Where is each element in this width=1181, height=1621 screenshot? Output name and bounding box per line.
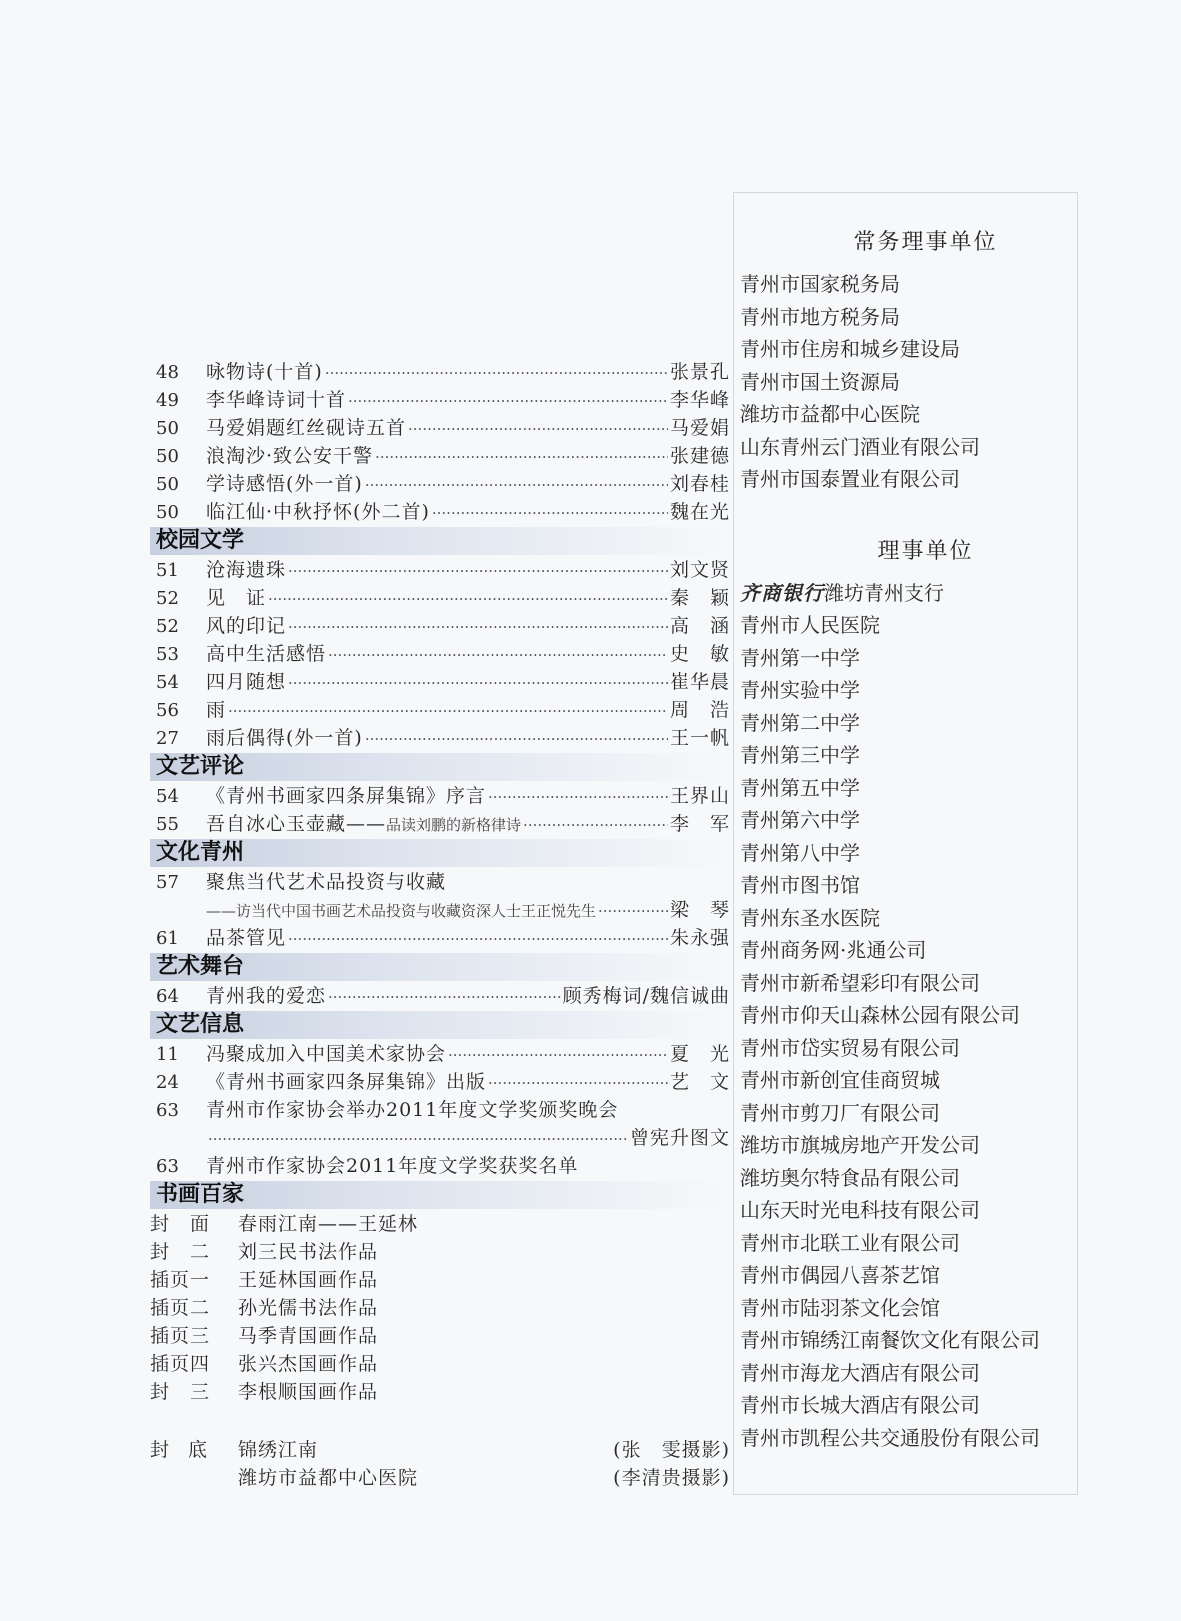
toc-top-list xyxy=(150,358,730,526)
page-number: 53 xyxy=(156,644,179,665)
artwork-title: 张兴杰国画作品 xyxy=(238,1353,379,1375)
entry-author: 李 军 xyxy=(669,813,730,835)
directors-heading: 理事单位 xyxy=(877,538,974,564)
toc-entry[interactable] xyxy=(150,724,730,752)
section-heading-art: 书画百家 xyxy=(150,1181,730,1209)
bank-logo: 齐商银行 xyxy=(740,580,824,605)
entry-title: 雨后偶得(外一首) xyxy=(206,727,363,749)
entry-subtitle: 品读刘鹏的新格律诗 xyxy=(386,816,522,834)
leader-dots xyxy=(488,1069,668,1097)
artwork-title: 春雨江南——王延林 xyxy=(238,1213,419,1235)
sponsor-item: 青州市住房和城乡建设局 xyxy=(740,337,960,361)
artwork-position: 封 三 xyxy=(150,1381,211,1403)
page-number: 63 xyxy=(156,1100,179,1121)
leader-dots xyxy=(288,557,668,585)
toc-entry[interactable] xyxy=(150,1040,730,1068)
entry-author: 王一帆 xyxy=(669,727,730,749)
sponsor-item: 青州市仰天山森林公园有限公司 xyxy=(740,1003,1020,1027)
toc-entry[interactable] xyxy=(150,386,730,414)
artwork-title: 马季青国画作品 xyxy=(238,1325,379,1347)
page-number: 51 xyxy=(156,560,179,581)
toc-entry[interactable] xyxy=(150,982,730,1010)
toc-entry-subtitle-line xyxy=(150,896,730,924)
leader-dots xyxy=(365,471,668,499)
sponsor-item: 青州市岱实贸易有限公司 xyxy=(740,1035,960,1060)
toc-entry[interactable] xyxy=(150,414,730,442)
entry-author: 刘文贤 xyxy=(669,559,730,581)
page-number: 24 xyxy=(156,1072,179,1093)
toc-entry[interactable] xyxy=(150,1068,730,1096)
entry-author: 史 敏 xyxy=(669,643,730,665)
leader-dots xyxy=(348,387,668,415)
entry-title: 学诗感悟(外一首) xyxy=(206,473,363,495)
entry-author: 艺 文 xyxy=(669,1071,730,1093)
toc-entry[interactable] xyxy=(150,470,730,498)
page-number: 49 xyxy=(156,390,179,411)
sponsor-item: 潍坊奥尔特食品有限公司 xyxy=(740,1165,960,1190)
photo-credit: (李清贵摄影) xyxy=(613,1467,730,1489)
back-cover-credits xyxy=(150,1436,730,1492)
standing-directors-heading: 常务理事单位 xyxy=(853,230,998,255)
sponsor-item: 青州市人民医院 xyxy=(740,613,880,637)
page-number: 61 xyxy=(156,928,179,949)
artwork-entry[interactable] xyxy=(150,1350,730,1378)
section-heading-criticism: 文艺评论 xyxy=(150,753,730,781)
entry-title: 沧海遗珠 xyxy=(206,559,287,581)
sponsor-item: 青州第六中学 xyxy=(740,808,860,832)
leader-dots xyxy=(488,783,668,811)
artwork-title: 王延林国画作品 xyxy=(238,1269,379,1291)
sponsor-item: 青州商务网·兆通公司 xyxy=(740,938,927,962)
sponsor-item: 山东天时光电科技有限公司 xyxy=(740,1198,980,1222)
page-number: 52 xyxy=(156,616,179,637)
entry-author: 李华峰 xyxy=(669,389,730,411)
sponsor-item: 青州市国家税务局 xyxy=(740,272,900,296)
leader-dots xyxy=(523,811,668,839)
page-number: 50 xyxy=(156,474,179,495)
entry-author: 马爱娟 xyxy=(669,417,730,439)
leader-dots xyxy=(288,613,668,641)
page-number: 63 xyxy=(156,1156,179,1177)
artwork-entry[interactable] xyxy=(150,1322,730,1350)
entry-title: 浪淘沙·致公安干警 xyxy=(206,445,374,467)
entry-title: 品茶管见 xyxy=(206,927,287,949)
artwork-title: 刘三民书法作品 xyxy=(238,1241,379,1263)
leader-dots xyxy=(208,1125,628,1153)
sponsor-item: 青州第五中学 xyxy=(740,775,860,800)
entry-title: 风的印记 xyxy=(206,615,287,637)
sponsor-item: 青州第八中学 xyxy=(740,840,860,865)
entry-title: 咏物诗(十首) xyxy=(206,361,323,383)
sponsor-item: 青州市图书馆 xyxy=(740,873,860,897)
toc-entry[interactable] xyxy=(150,668,730,696)
entry-title: 冯聚成加入中国美术家协会 xyxy=(206,1043,447,1065)
entry-author: 魏在光 xyxy=(669,501,730,523)
leader-dots xyxy=(268,585,668,613)
toc-entry[interactable] xyxy=(150,556,730,584)
page-number: 54 xyxy=(156,786,179,807)
entry-author: 顾秀梅词/魏信诚曲 xyxy=(562,985,730,1007)
page-number: 52 xyxy=(156,588,179,609)
entry-title: 李华峰诗词十首 xyxy=(206,389,347,411)
entry-author: 刘春桂 xyxy=(669,473,730,495)
bank-branch: 潍坊青州支行 xyxy=(824,580,944,605)
toc-entry[interactable] xyxy=(150,1096,730,1124)
leader-dots xyxy=(288,925,668,953)
section-heading-info: 文艺信息 xyxy=(150,1011,730,1039)
artwork-position: 封 面 xyxy=(150,1213,211,1235)
artwork-entry[interactable] xyxy=(150,1294,730,1322)
entry-author: 张建德 xyxy=(669,445,730,467)
entry-title: 青州我的爱恋 xyxy=(206,985,327,1007)
sponsor-item: 潍坊市益都中心医院 xyxy=(740,402,920,426)
leader-dots xyxy=(288,669,668,697)
section-heading-campus: 校园文学 xyxy=(150,527,730,555)
sponsor-item: 青州东圣水医院 xyxy=(740,905,880,930)
sponsor-item: 青州市国泰置业有限公司 xyxy=(740,467,960,491)
toc-entry[interactable] xyxy=(150,696,730,724)
sponsor-item: 青州第三中学 xyxy=(740,743,860,767)
leader-dots xyxy=(375,443,668,471)
sponsor-item: 青州第二中学 xyxy=(740,710,860,735)
photo-credit: (张 雯摄影) xyxy=(613,1439,730,1461)
artwork-position: 插页四 xyxy=(150,1353,211,1375)
page-number: 57 xyxy=(156,872,179,893)
sponsor-item: 青州市凯程公共交通股份有限公司 xyxy=(740,1425,1040,1450)
leader-dots xyxy=(328,641,668,669)
entry-author: 夏 光 xyxy=(669,1043,730,1065)
sponsor-item: 青州市北联工业有限公司 xyxy=(740,1230,960,1255)
entry-author: 王界山 xyxy=(669,785,730,807)
entry-title: 吾自冰心玉壶藏—— xyxy=(206,813,387,835)
back-cover-entry[interactable] xyxy=(150,1464,730,1492)
entry-author: 高 涵 xyxy=(669,615,730,637)
toc-entry[interactable] xyxy=(150,358,730,386)
entry-title: 高中生活感悟 xyxy=(206,643,327,665)
page-number: 50 xyxy=(156,502,179,523)
entry-subtitle: ——访当代中国书画艺术品投资与收藏资深人士王正悦先生 xyxy=(206,902,597,920)
artwork-position-blank xyxy=(150,1464,238,1492)
entry-title: 青州市作家协会举办2011年度文学奖颁奖晚会 xyxy=(206,1099,619,1121)
artwork-entry[interactable] xyxy=(150,1266,730,1294)
toc-entry[interactable] xyxy=(150,782,730,810)
leader-dots xyxy=(408,415,668,443)
entry-title: 《青州书画家四条屏集锦》出版 xyxy=(206,1071,487,1093)
artwork-position: 封 二 xyxy=(150,1241,211,1263)
toc-entry[interactable] xyxy=(150,584,730,612)
artwork-title: 潍坊市益都中心医院 xyxy=(238,1467,419,1489)
entry-author: 张景孔 xyxy=(669,361,730,383)
page-number: 50 xyxy=(156,418,179,439)
page-number: 55 xyxy=(156,814,179,835)
artwork-position: 封 底 xyxy=(150,1439,208,1461)
artwork-entry[interactable] xyxy=(150,1378,730,1406)
leader-dots xyxy=(325,359,668,387)
toc-entry[interactable] xyxy=(150,924,730,952)
leader-dots xyxy=(432,499,668,527)
sponsor-item-bank xyxy=(734,577,1077,610)
toc-entry[interactable] xyxy=(150,612,730,640)
sponsor-item: 青州市锦绣江南餐饮文化有限公司 xyxy=(740,1328,1040,1352)
entry-author: 周 浩 xyxy=(669,699,730,721)
back-cover-entry[interactable] xyxy=(150,1436,730,1464)
page-number: 50 xyxy=(156,446,179,467)
entry-author: 崔华晨 xyxy=(669,671,730,693)
toc-entry[interactable] xyxy=(150,868,730,896)
sponsor-item: 潍坊市旗城房地产开发公司 xyxy=(740,1133,980,1157)
page-number: 56 xyxy=(156,700,179,721)
artwork-position: 插页一 xyxy=(150,1269,211,1291)
directors-list xyxy=(734,577,1077,1455)
entry-title: 马爱娟题红丝砚诗五首 xyxy=(206,417,407,439)
entry-title: 青州市作家协会2011年度文学奖获奖名单 xyxy=(206,1155,579,1177)
leader-dots xyxy=(365,725,668,753)
leader-dots xyxy=(598,897,668,925)
entry-title: 聚焦当代艺术品投资与收藏 xyxy=(206,871,447,893)
sponsor-item: 青州市地方税务局 xyxy=(740,304,900,329)
page-number: 54 xyxy=(156,672,179,693)
sponsor-item: 青州市剪刀厂有限公司 xyxy=(740,1100,940,1125)
sponsor-item: 青州市偶园八喜茶艺馆 xyxy=(740,1263,940,1287)
artwork-title: 李根顺国画作品 xyxy=(238,1381,379,1403)
section-heading-culture: 文化青州 xyxy=(150,839,730,867)
sponsor-item: 青州市国土资源局 xyxy=(740,369,900,394)
sponsor-item: 青州市长城大酒店有限公司 xyxy=(740,1393,980,1417)
entry-author: 曾宪升图文 xyxy=(629,1127,730,1149)
artwork-title: 锦绣江南 xyxy=(238,1439,319,1461)
sponsor-sidebar xyxy=(733,192,1078,1495)
artwork-entry[interactable] xyxy=(150,1210,730,1238)
leader-dots xyxy=(228,697,668,725)
sponsor-item: 山东青州云门酒业有限公司 xyxy=(740,434,980,459)
entry-title: 临江仙·中秋抒怀(外二首) xyxy=(206,501,430,523)
sponsor-item: 青州市新希望彩印有限公司 xyxy=(740,970,980,995)
toc-entry[interactable] xyxy=(150,442,730,470)
page-number: 11 xyxy=(156,1044,179,1065)
page-number: 64 xyxy=(156,986,179,1007)
entry-title: 见 证 xyxy=(206,587,267,609)
entry-title: 雨 xyxy=(206,699,227,721)
leader-dots xyxy=(448,1041,668,1069)
toc-entry-author-line xyxy=(150,1124,730,1152)
sponsor-item: 青州实验中学 xyxy=(740,678,860,702)
section-heading-stage: 艺术舞台 xyxy=(150,953,730,981)
toc-entry[interactable] xyxy=(150,640,730,668)
page-number: 48 xyxy=(156,362,179,383)
leader-dots xyxy=(328,983,561,1011)
entry-author: 朱永强 xyxy=(669,927,730,949)
artwork-entry[interactable] xyxy=(150,1238,730,1266)
standing-directors-list xyxy=(734,268,1077,496)
sponsor-item: 青州市海龙大酒店有限公司 xyxy=(740,1360,980,1385)
toc-entry[interactable] xyxy=(150,498,730,526)
toc-entry[interactable] xyxy=(150,810,730,838)
table-of-contents xyxy=(150,358,730,1492)
artwork-position: 插页二 xyxy=(150,1297,211,1319)
entry-title: 《青州书画家四条屏集锦》序言 xyxy=(206,785,487,807)
entry-author: 秦 颖 xyxy=(669,587,730,609)
artwork-title: 孙光儒书法作品 xyxy=(238,1297,379,1319)
sponsor-item: 青州第一中学 xyxy=(740,645,860,670)
sponsor-item: 青州市陆羽茶文化会馆 xyxy=(740,1295,940,1320)
sponsor-item: 青州市新创宜佳商贸城 xyxy=(740,1068,940,1092)
artwork-position: 插页三 xyxy=(150,1325,211,1347)
entry-title: 四月随想 xyxy=(206,671,287,693)
toc-entry[interactable] xyxy=(150,1152,730,1180)
entry-author: 梁 琴 xyxy=(669,899,730,921)
page-number: 27 xyxy=(156,728,179,749)
